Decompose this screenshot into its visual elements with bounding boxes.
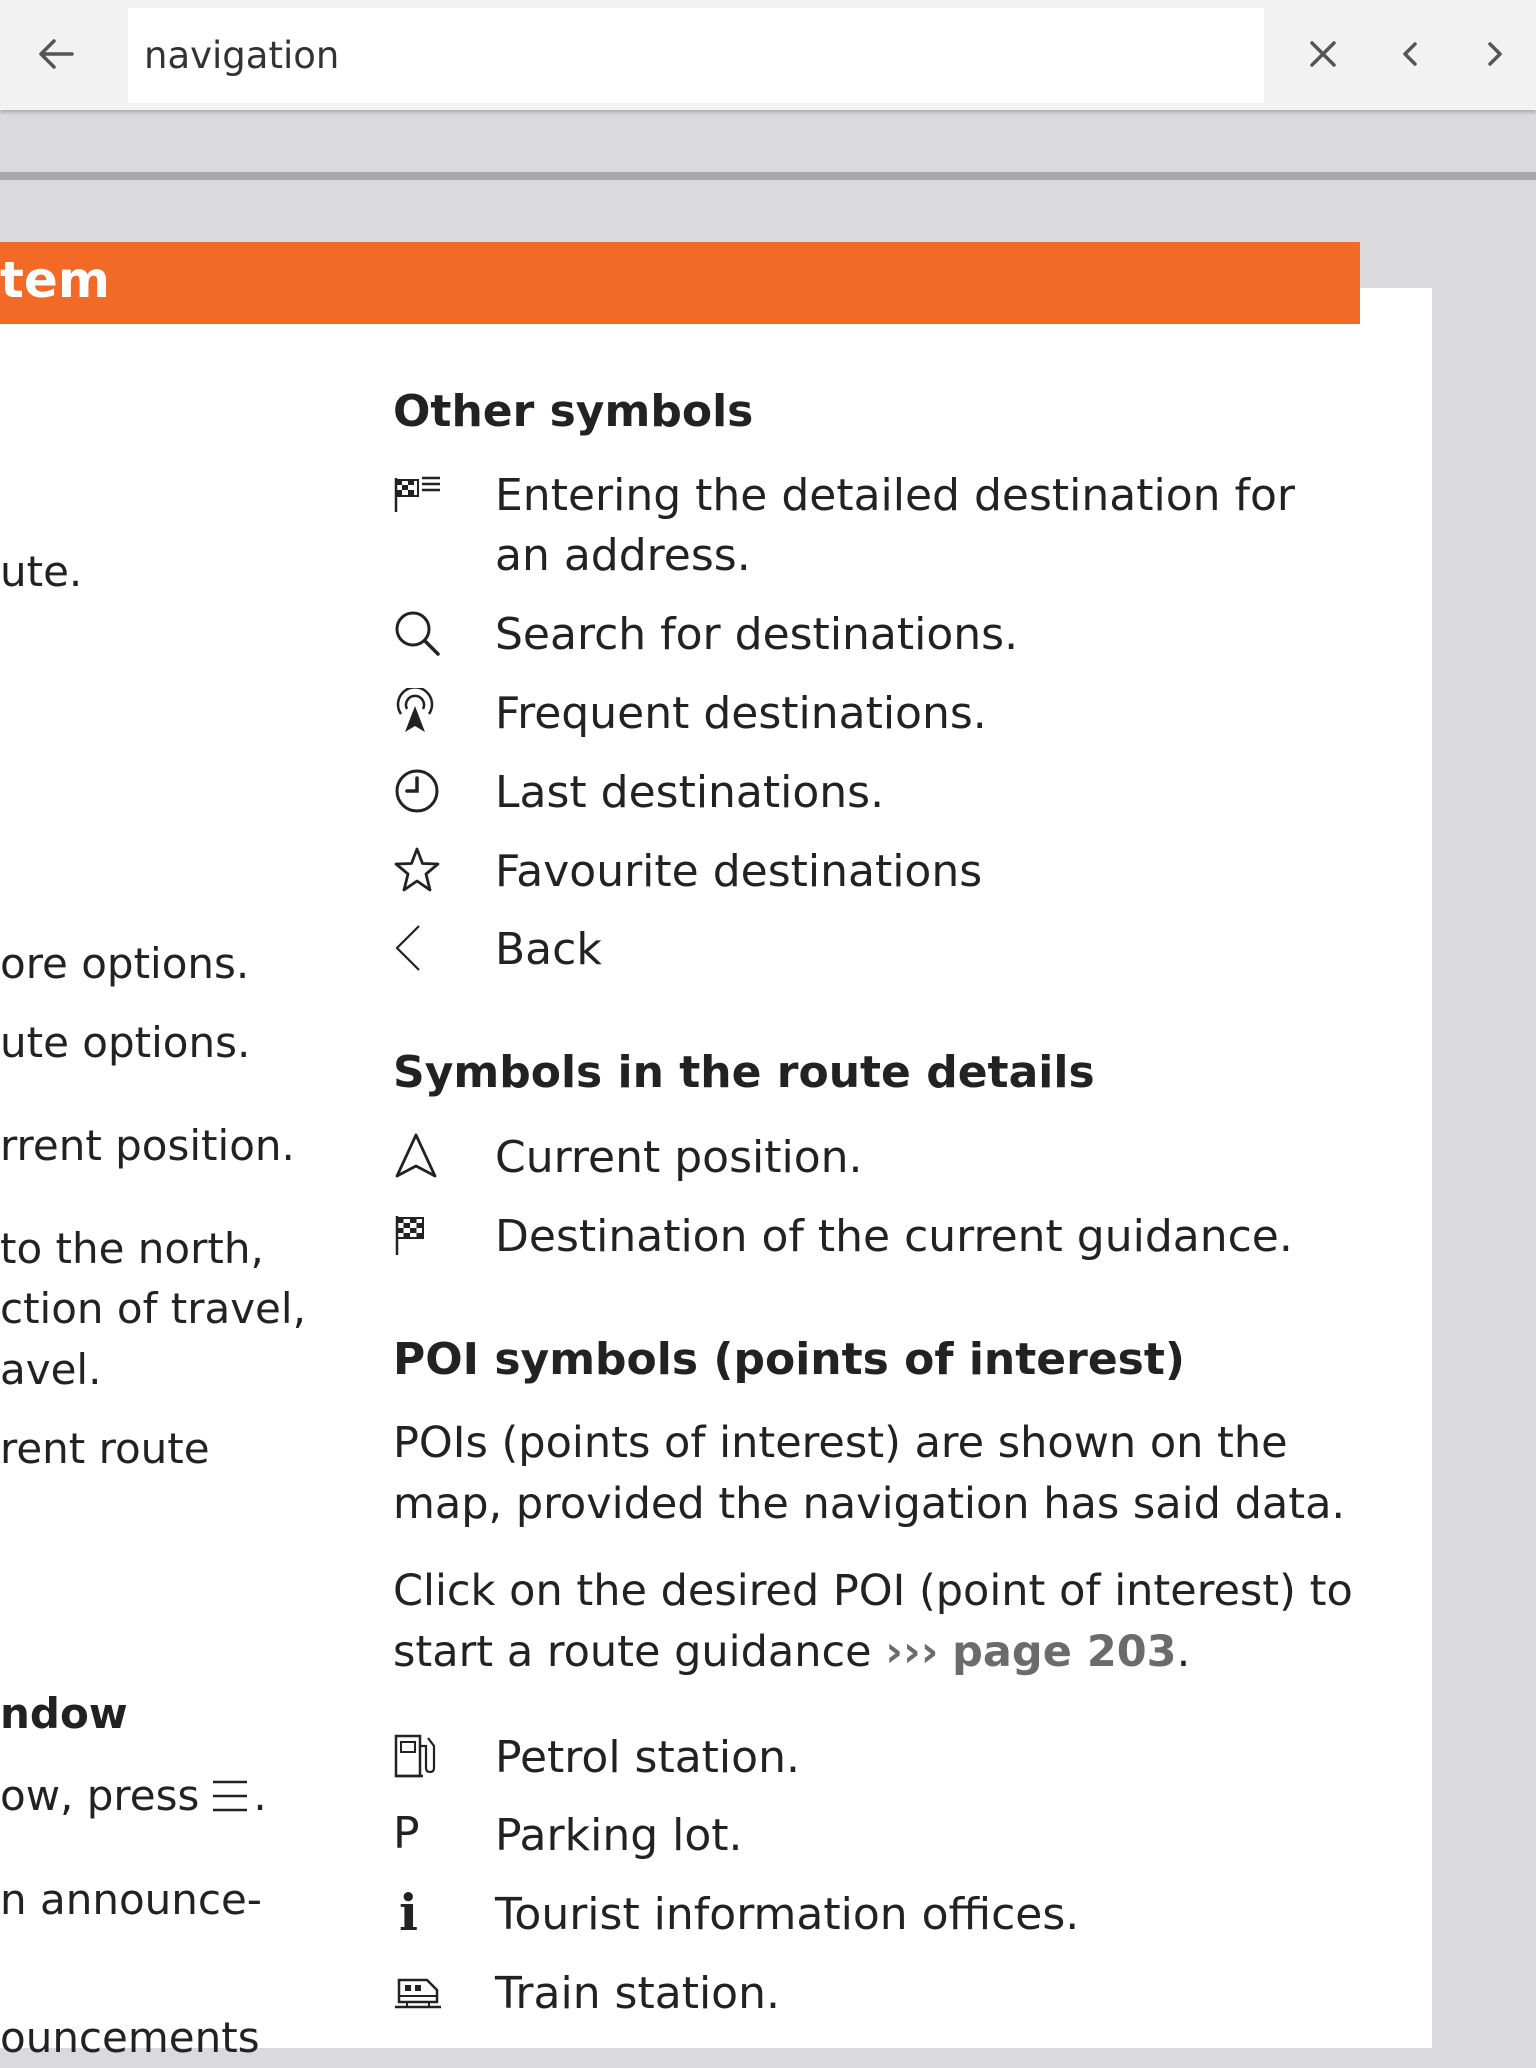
train-icon <box>393 1964 453 2020</box>
star-icon <box>393 842 453 898</box>
symbol-description: Entering the detailed destination for an address. <box>495 470 1295 581</box>
page-reference-arrows: ››› <box>885 1627 939 1677</box>
symbol-description: Parking lot. <box>495 1810 743 1861</box>
left-text-fragment: to the north, <box>0 1224 264 1273</box>
section-heading-route-details: Symbols in the route details <box>393 1047 1095 1098</box>
previous-result-button[interactable] <box>1370 14 1450 94</box>
left-heading-fragment: ndow <box>0 1689 128 1738</box>
back-button[interactable] <box>16 14 96 94</box>
frequent-destination-icon <box>393 684 453 740</box>
clock-icon <box>393 763 453 819</box>
left-text-fragment: rrent position. <box>0 1121 295 1170</box>
symbol-description: Search for destinations. <box>495 609 1019 660</box>
symbol-description: Current position. <box>495 1132 863 1183</box>
poi-paragraph: POIs (points of interest) are shown on the map, provided the navigation has said data. <box>393 1418 1346 1529</box>
clear-search-button[interactable] <box>1283 14 1363 94</box>
arrow-left-icon <box>36 34 76 74</box>
symbol-description: Train station. <box>495 1968 780 2019</box>
left-text-fragment: ouncements <box>0 2013 260 2062</box>
symbol-description: Tourist information offices. <box>495 1889 1080 1940</box>
detailed-destination-icon <box>393 466 453 522</box>
symbol-description: Destination of the current guidance. <box>495 1211 1293 1262</box>
close-icon <box>1309 40 1337 68</box>
left-text-fragment: ute. <box>0 547 83 596</box>
information-icon: i <box>399 1883 418 1942</box>
symbol-description: Favourite destinations <box>495 846 983 897</box>
left-text-fragment: avel. <box>0 1345 102 1394</box>
parking-icon: P <box>393 1808 420 1859</box>
menu-icon <box>209 1776 253 1818</box>
poi-guidance-paragraph: Click on the desired POI (point of interest) to start a route guidance ››› page 203. <box>393 1566 1353 1677</box>
left-text-fragment: n announce- <box>0 1875 262 1924</box>
petrol-station-icon <box>393 1728 453 1784</box>
left-text-fragment: ute options. <box>0 1018 251 1067</box>
chevron-left-icon <box>393 920 453 976</box>
search-box[interactable] <box>128 8 1264 103</box>
find-toolbar <box>0 0 1536 110</box>
symbol-description: Frequent destinations. <box>495 688 987 739</box>
left-text-fragment: ction of travel, <box>0 1284 306 1333</box>
left-text-fragment: ore options. <box>0 939 250 988</box>
left-text-fragment: rent route <box>0 1424 210 1473</box>
left-text-fragment: ow, press . <box>0 1771 267 1820</box>
search-input[interactable] <box>144 34 1248 77</box>
symbol-description: Back <box>495 924 602 975</box>
section-heading-other-symbols: Other symbols <box>393 386 754 437</box>
chevron-left-icon <box>1400 40 1420 68</box>
symbol-description: Petrol station. <box>495 1732 800 1783</box>
chapter-title: tem <box>0 251 110 309</box>
page-link[interactable]: page 203 <box>952 1627 1177 1677</box>
previous-page-edge <box>0 172 1536 180</box>
chevron-right-icon <box>1485 40 1505 68</box>
next-result-button[interactable] <box>1455 14 1535 94</box>
symbol-description: Last destinations. <box>495 767 885 818</box>
navigation-arrow-icon <box>393 1128 453 1184</box>
checkered-flag-icon <box>393 1207 453 1263</box>
section-heading-poi: POI symbols (points of interest) <box>393 1334 1185 1385</box>
search-icon <box>393 605 453 661</box>
chapter-header-bar <box>0 242 1360 324</box>
